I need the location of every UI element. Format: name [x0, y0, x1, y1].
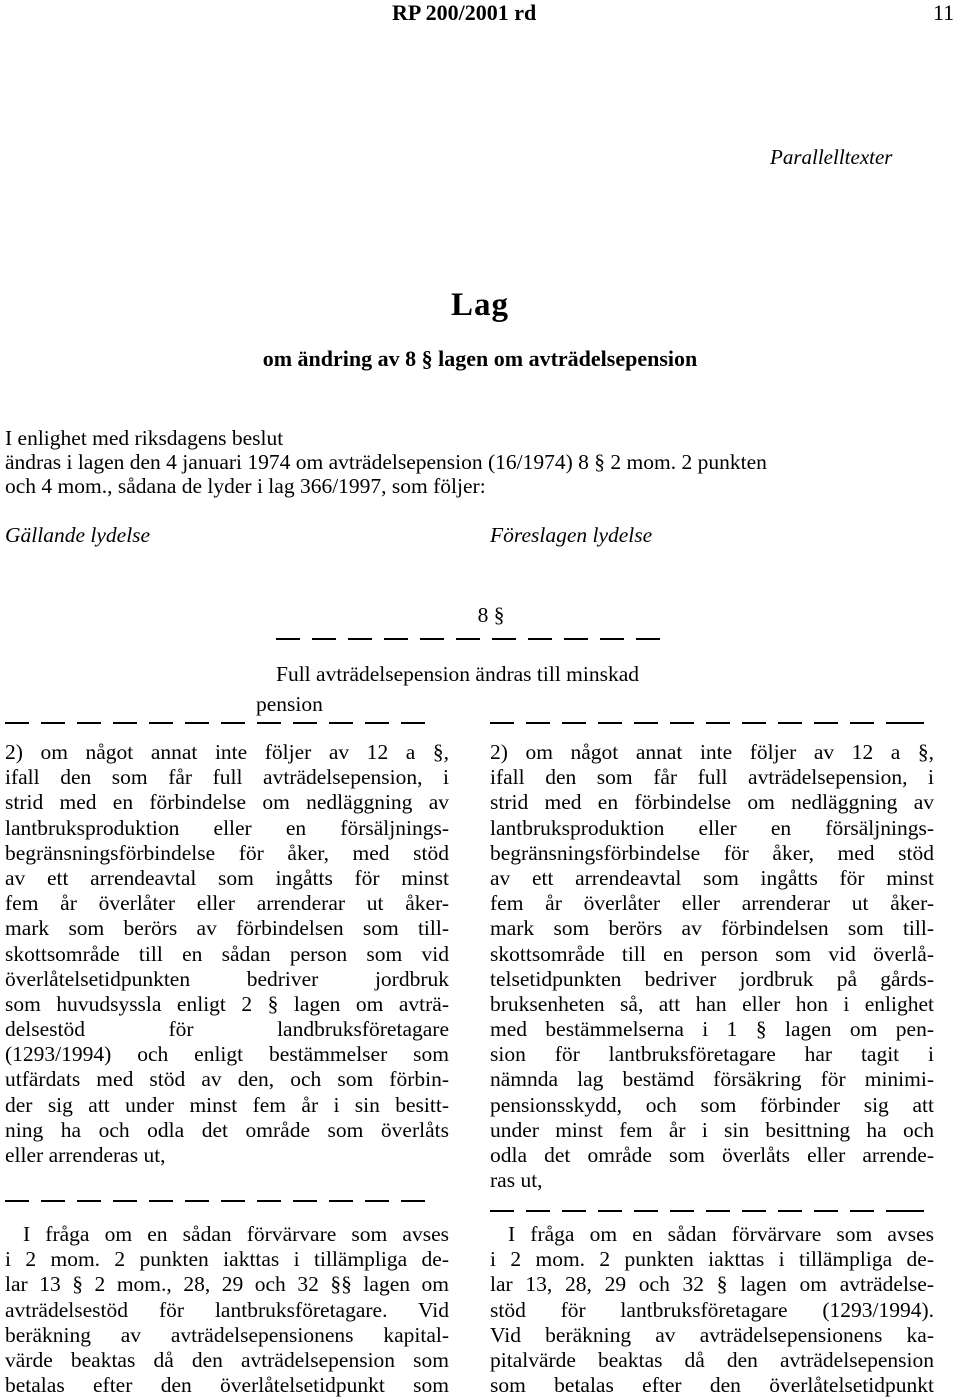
text-line: stöd för lantbruksföretagare (1293/1994).	[490, 1297, 934, 1322]
text-line: sion för lantbruksföretagare har tagit i	[490, 1042, 934, 1067]
text-line: av ett arrendeavtal som ingåtts för minst	[5, 865, 449, 890]
text-line: lantbruksproduktion eller en försäljnings-	[490, 815, 934, 840]
text-line: betalas efter den överlåtelsetidpunkt som	[5, 1373, 449, 1398]
current-wording-paragraph-2	[5, 1222, 449, 1398]
law-subtitle: om ändring av 8 § lagen om avträdelsepension	[262, 346, 698, 371]
section-heading-block	[256, 600, 686, 630]
proposed-wording-heading: Föreslagen lydelse	[490, 523, 653, 547]
text-line: i 2 mom. 2 punkten iakttas i tillämpliga de-	[490, 1247, 934, 1272]
intro-line: ändras i lagen den 4 januari 1974 om avträdelsepension (16/1974) 8 § 2 mom. 2 punkten	[5, 450, 767, 474]
text-line: delsestöd för landbruksföretagare	[5, 1017, 449, 1042]
text-line: fem år överlåter eller arrenderar ut åker-	[5, 891, 449, 916]
text-line: i 2 mom. 2 punkten iakttas i tillämpliga de-	[5, 1247, 449, 1272]
page-number: 11	[933, 0, 955, 25]
parallel-texts-label: Parallelltexter	[770, 145, 893, 169]
proposed-wording-column	[490, 740, 934, 1193]
intro-text	[5, 426, 945, 498]
text-line: odla det område som överlåts eller arrende-	[490, 1143, 934, 1167]
text-line: telsetidpunkten bedriver jordbruk på gårds-	[490, 966, 934, 991]
intro-line: I enlighet med riksdagens beslut	[5, 426, 284, 450]
section-heading-line: pension	[256, 692, 323, 716]
section-heading-line: Full avträdelsepension ändras till minskad	[276, 662, 640, 686]
text-line: bruksenheten så, att han eller hon i enlighet	[490, 991, 934, 1016]
text-line: I fråga om en sådan förvärvare som avses	[508, 1222, 934, 1246]
document-reference: RP 200/2001 rd	[392, 0, 537, 25]
text-line: strid med en förbindelse om nedläggning av	[490, 790, 934, 815]
text-line: som huvudsyssla enligt 2 § lagen om avträ-	[5, 991, 449, 1016]
text-line: som betalas efter den överlåtelsetidpunkt	[490, 1373, 934, 1398]
text-line: ifall den som får full avträdelsepension, i	[490, 765, 934, 790]
text-line: I fråga om en sådan förvärvare som avses	[23, 1222, 449, 1246]
text-line: överlåtelsetidpunkten bedriver jordbruk	[5, 966, 449, 991]
text-line: ifall den som får full avträdelsepension, i	[5, 765, 449, 790]
text-line: under minst fem år i sin besittning ha och	[490, 1117, 934, 1142]
text-line: ras ut,	[490, 1168, 543, 1193]
text-line: nämnda lag bestämd försäkring för minimi-	[490, 1067, 934, 1092]
text-line: skottsområde till en sådan person som vid	[5, 941, 449, 966]
text-line: strid med en förbindelse om nedläggning av	[5, 790, 449, 815]
text-line: mark som berörs av förbindelsen som till-	[490, 916, 934, 941]
text-line: pitalvärde beaktas då den avträdelsepension	[490, 1347, 934, 1372]
text-line: eller arrenderas ut,	[5, 1143, 166, 1167]
text-line: begränsningsförbindelse för åker, med stöd	[5, 840, 449, 865]
text-line: pensionsskydd, och som förbinder sig att	[490, 1092, 934, 1117]
current-wording-column	[5, 740, 449, 1168]
text-line: mark som berörs av förbindelsen som till-	[5, 916, 449, 941]
omission-rule	[5, 1200, 445, 1202]
proposed-wording-paragraph-2	[490, 1222, 934, 1398]
text-line: (1293/1994) och enligt bestämmelser som	[5, 1042, 449, 1067]
text-line: avträdelsestöd för lantbruksföretagare. Vid	[5, 1297, 449, 1322]
current-wording-heading: Gällande lydelse	[5, 523, 151, 547]
text-line: värde beaktas då den avträdelsepension som	[5, 1347, 449, 1372]
text-line: lar 13, 28, 29 och 32 § lagen om avträdelse-	[490, 1272, 934, 1297]
omission-rule	[5, 722, 445, 724]
omission-rule	[490, 722, 930, 724]
section-number: 8 §	[477, 603, 505, 627]
intro-line: och 4 mom., sådana de lyder i lag 366/1997, som följer:	[5, 474, 486, 498]
law-title: Lag	[450, 287, 509, 323]
text-line: lar 13 § 2 mom., 28, 29 och 32 §§ lagen om	[5, 1272, 449, 1297]
text-line: utfärdats med stöd av den, och som förbin-	[5, 1067, 449, 1092]
text-line: begränsningsförbindelse för åker, med stöd	[490, 840, 934, 865]
omission-rule	[276, 638, 676, 640]
text-line: Vid beräkning av avträdelsepensionens ka-	[490, 1322, 934, 1347]
text-line: 2) om något annat inte följer av 12 a §,	[5, 740, 449, 764]
text-line: lantbruksproduktion eller en försäljnings-	[5, 815, 449, 840]
text-line: beräkning av avträdelsepensionens kapital-	[5, 1322, 449, 1347]
text-line: av ett arrendeavtal som ingåtts för minst	[490, 865, 934, 890]
text-line: skottsområde till en person som vid överlå-	[490, 941, 934, 966]
text-line: ning ha och odla det område som överlåts	[5, 1117, 449, 1142]
text-line: der sig att under minst fem år i sin besitt-	[5, 1092, 449, 1117]
text-line: med bestämmelserna i 1 § lagen om pen-	[490, 1017, 934, 1042]
omission-rule	[490, 1210, 930, 1212]
text-line: fem år överlåter eller arrenderar ut åker-	[490, 891, 934, 916]
text-line: 2) om något annat inte följer av 12 a §,	[490, 740, 934, 764]
